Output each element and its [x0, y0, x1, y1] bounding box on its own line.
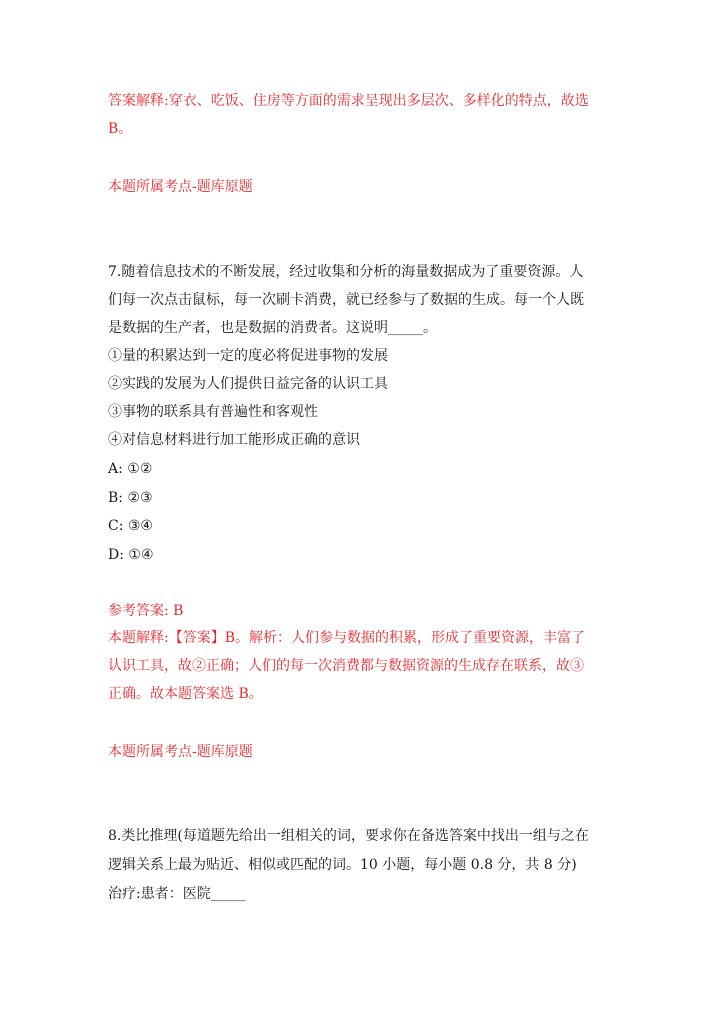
q7-answer: 参考答案: B [108, 603, 184, 619]
q7-stem-line-3: 是数据的生产者，也是数据的消费者。这说明_____。 [108, 320, 437, 336]
q7-statement-4: ④对信息材料进行加工能形成正确的意识 [108, 432, 360, 448]
q7-stem-line-2: 们每一次点击鼠标，每一次刷卡消费，就已经参与了数据的生成。每一个人既 [108, 292, 584, 308]
prev-explanation-line-1: 答案解释:穿衣、吃饭、住房等方面的需求呈现出多层次、多样化的特点，故选 [108, 93, 589, 109]
q7-option-c: C: ③④ [108, 518, 153, 534]
prev-source: 本题所属考点-题库原题 [108, 179, 253, 195]
q7-explanation-line-2: 认识工具，故②正确；人们的每一次消费都与数据资源的生成存在联系，故③ [108, 658, 584, 674]
q8-stem-line-2: 逻辑关系上最为贴近、相似或匹配的词。10 小题，每小题 0.8 分，共 8 分) [108, 857, 577, 873]
q7-statement-3: ③事物的联系具有普遍性和客观性 [108, 404, 318, 420]
q7-statement-2: ②实践的发展为人们提供日益完备的认识工具 [108, 376, 388, 392]
q7-explanation-line-3: 正确。故本题答案选 B。 [108, 686, 263, 702]
q7-statement-1: ①量的积累达到一定的度必将促进事物的发展 [108, 348, 388, 364]
q7-explanation-line-1: 本题解释:【答案】B。解析：人们参与数据的积累，形成了重要资源，丰富了 [108, 630, 586, 646]
q7-option-d: D: ①④ [108, 547, 154, 563]
q8-stem-line-1: 8.类比推理(每道题先给出一组相关的词，要求你在备选答案中找出一组与之在 [108, 828, 589, 844]
q8-stem-line-3: 治疗:患者：医院_____ [108, 886, 246, 902]
q7-stem-line-1: 7.随着信息技术的不断发展，经过收集和分析的海量数据成为了重要资源。人 [108, 264, 584, 280]
q7-option-b: B: ②③ [108, 490, 153, 506]
prev-explanation-line-2: B。 [108, 121, 133, 137]
q7-source: 本题所属考点-题库原题 [108, 744, 253, 760]
q7-option-a: A: ①② [108, 461, 153, 477]
